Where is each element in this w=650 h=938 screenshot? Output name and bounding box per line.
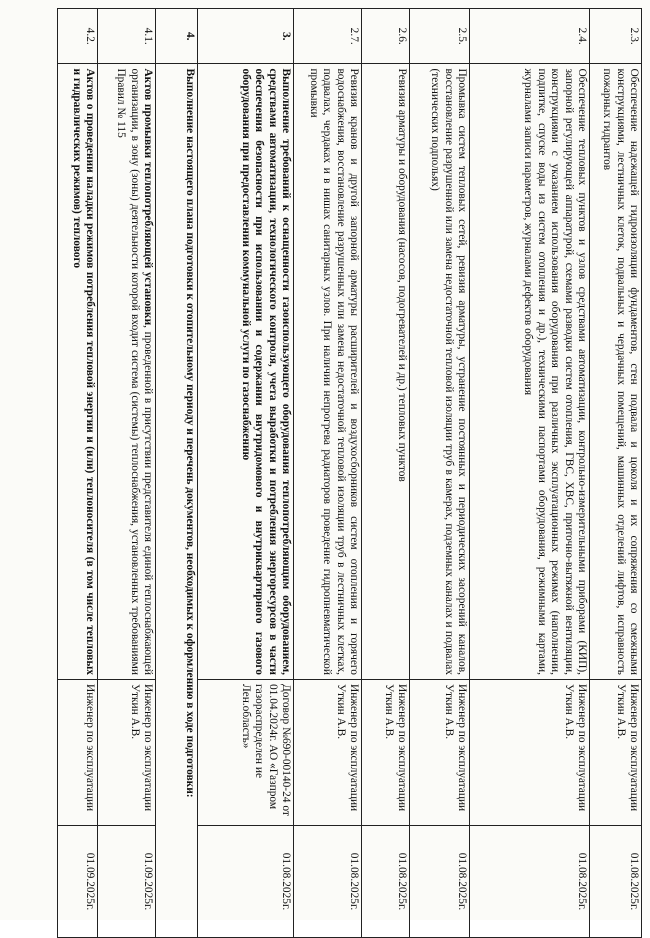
deadline-cell: 01.08.2025г. (294, 825, 362, 937)
responsible-cell: Инженер по эксплуатации Уткин А.В. (98, 679, 156, 825)
section-number: 4. (156, 9, 198, 64)
row-number: 2.4. (470, 9, 590, 64)
measure-text: Выполнение требований к оснащенности газоиспользующего оборудования теплопотребляющим оборудованием, средствами автоматизации, технологического контроля, учета выработки и потребления энергоресурсов в части обеспечения безопасности при использовании и содержании внутридомового и внутриквартирного газового оборудования при предоставлении коммунальной услуги по газоснабжению (198, 64, 294, 680)
table-row (410, 9, 470, 938)
row-number: 2.7. (294, 9, 362, 64)
deadline-cell: 01.08.2025г. (410, 825, 470, 937)
section-title: Выполнение настоящего плана подготовки к отопительному периоду и перечень документов, необходимых к оформлению в ходе подготовки: (156, 64, 198, 938)
deadline-cell: 01.08.2025г. (362, 825, 410, 937)
deadline-cell: 01.08.2025г. (470, 825, 590, 937)
measure-text: Обеспечение надежащей гидроизоляции фундаментов, стен подвала и цоколя и их сопряжения со смежными конструкциями, лестничных клеток, подвальных и чердачных помещений, машинных отделений лифтов, исправность пожарных гидрантов (590, 64, 642, 680)
measure-text: Ревизия кранов и другой запорной арматуры расширителей и воздухосборников систем отопления и горячего водоснабжения, восстановление разрушенных или замена недостаточной тепловой изоляции труб в лестничных клетках, подвалах, чердаках и в нишах санитарных узлов. При наличии непрогрева радиаторов проведение гидропневматической промывки (294, 64, 362, 680)
deadline-cell: 01.09.2025г. (98, 825, 156, 937)
preparation-plan-table (57, 8, 642, 938)
row-number: 2.3. (590, 9, 642, 64)
measure-detail: , проведенной в присутствии представителя единой теплоснабжающей организации, в зону (зоны) деятельности которой входит система (системы) теплоснабжения, установленных требованиями Правил № 115 (115, 68, 154, 675)
responsible-cell: Инженер по эксплуатации (58, 679, 98, 825)
row-number: 4.2. (58, 9, 98, 64)
deadline-cell: 01.08.2025г. (590, 825, 642, 937)
measure-text: Ревизия арматуры и оборудования (насосов, подогревателей и др.) тепловых пунктов (362, 64, 410, 680)
measure-text: Обеспечение тепловых пунктов и узлов средствами автоматизации, контрольно-измерительными приборами (КИП), запорной регулирующей аппаратурой, схемами разводки систем отопления, ГВС, ХВС, приточно-вытяжной вентиляции, конструкциями с указанием использования оборудования при различных эксплуатационных режимах (наполнении, подпитке, спуске воды из систем отопления и др.), техническими паспортами оборудования, режимными картами, журналами записи параметров, журналами дефектов оборудования (470, 64, 590, 680)
deadline-cell: 01.08.2025г. (198, 825, 294, 937)
section-row (156, 9, 198, 938)
responsible-cell: Инженер по эксплуатации Уткин А.В. (362, 679, 410, 825)
responsible-cell: Инженер по эксплуатации Уткин А.В. (470, 679, 590, 825)
responsible-cell: Инженер по эксплуатации Уткин А.В. (294, 679, 362, 825)
table-row (590, 9, 642, 938)
table-row (362, 9, 410, 938)
table-row (58, 9, 98, 938)
table-row (294, 9, 362, 938)
table-row (198, 9, 294, 938)
row-number: 3. (198, 9, 294, 64)
measure-text: Промывка систем тепловых сетей, ревизия арматуры, устранение постоянных и периодических засорений каналов, восстановление разрушенной или замена недостаточной тепловой изоляции труб в камерах, подземных каналах и подвалах (технических подпольях) (410, 64, 470, 680)
deadline-cell: 01.09.2025г. (58, 825, 98, 937)
measure-text (98, 64, 156, 680)
measure-title: Актов промывки теплопотребляющей установки (142, 68, 154, 326)
row-number: 4.1. (98, 9, 156, 64)
table-row (98, 9, 156, 938)
measure-title: Актов о проведении наладки режимов потребления тепловой энергии и (или) теплоносителя (в том числе тепловых и гидравлических режимов) теплового (70, 68, 96, 675)
row-number: 2.5. (410, 9, 470, 64)
measure-text (58, 64, 98, 680)
responsible-cell: Инженер по эксплуатации Уткин А.В. (410, 679, 470, 825)
row-number: 2.6. (362, 9, 410, 64)
table-row (470, 9, 590, 938)
responsible-cell: Договор №690-00140-24 от 01.04.2024г. АО «Газпром газораспределен ие Лен.область» (198, 679, 294, 825)
responsible-cell: Инженер по эксплуатации Уткин А.В. (590, 679, 642, 825)
